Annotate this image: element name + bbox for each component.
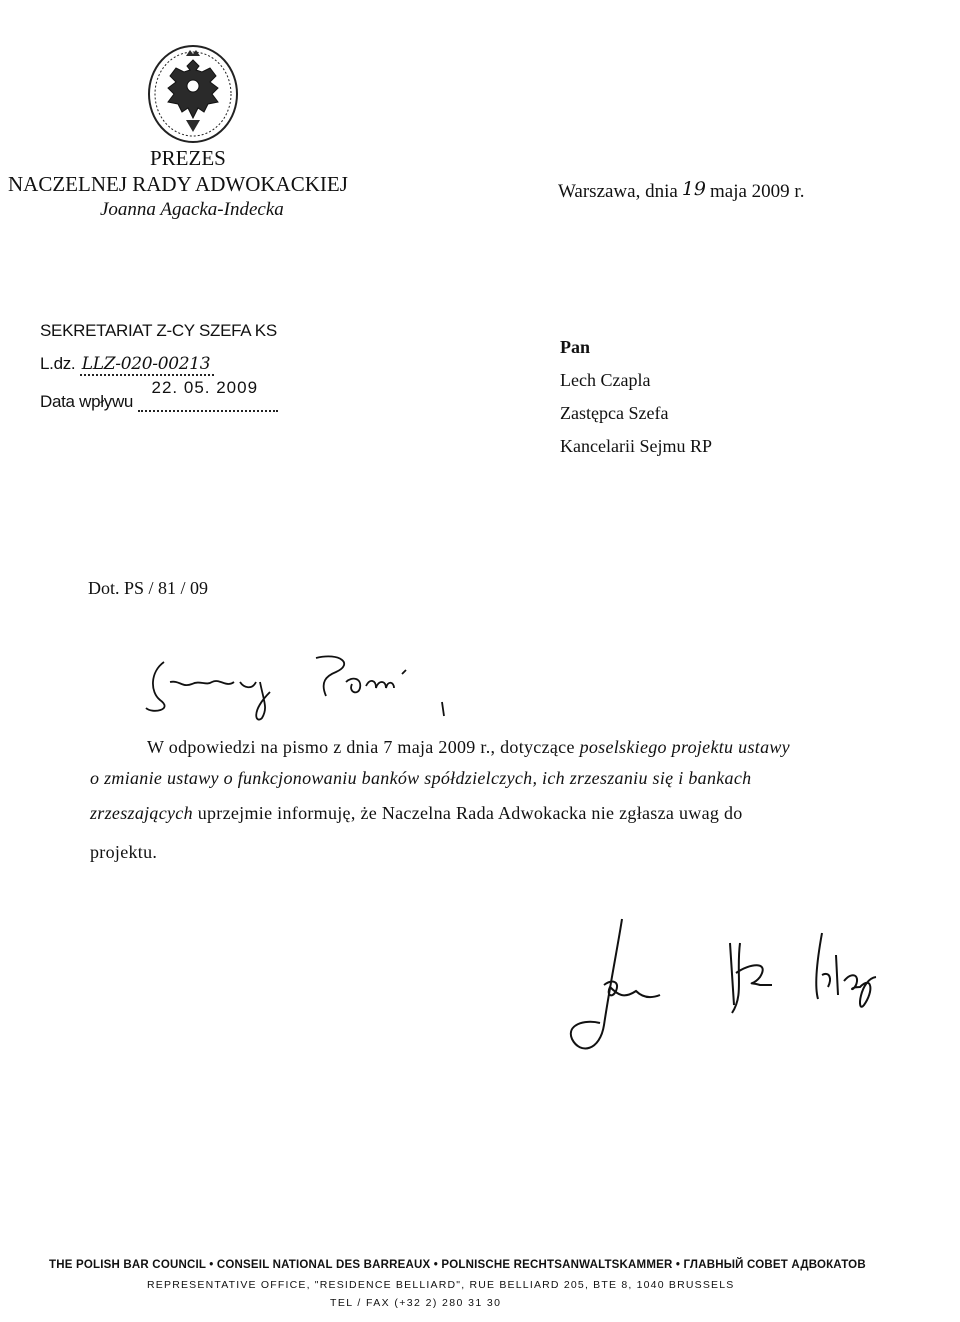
stamp-received-row (40, 378, 278, 412)
letterhead-person: Joanna Agacka-Indecka (100, 199, 284, 220)
footer-office-address: REPRESENTATIVE OFFICE, "RESIDENCE BELLIARD", RUE BELLIARD 205, BTE 8, 1040 BRUSSELS (147, 1279, 735, 1291)
footer-council-names: THE POLISH BAR COUNCIL • CONSEIL NATIONAL DES BARREAUX • POLNISCHE RECHTSANWALTSKAMMER • ГЛАВНЫЙ СОВЕТ АДВОКАТОВ (49, 1259, 866, 1271)
date-suffix: maja 2009 r. (710, 181, 805, 202)
stamp-received-value: 22. 05. 2009 (151, 378, 259, 397)
recipient-name: Lech Czapla (560, 370, 651, 390)
date-day-handwritten: 19 (681, 178, 706, 200)
stamp-ldz-value: LLZ-020-00213 (80, 354, 215, 376)
letterhead-title: PREZES (150, 146, 226, 170)
stamp-ldz-label: L.dz. (40, 354, 76, 373)
stamp-received-label: Data wpływu (40, 392, 134, 411)
stamp-secretariat: SEKRETARIAT Z-CY SZEFA KS (40, 321, 277, 340)
handwritten-greeting (140, 652, 460, 722)
recipient-position: Zastępca Szefa (560, 403, 669, 423)
handwritten-signature (560, 915, 900, 1065)
body-line-2: o zmianie ustawy o funkcjonowaniu banków spółdzielczych, ich zrzeszaniu się i bankach (90, 768, 752, 788)
date-line (558, 180, 804, 203)
recipient-salutation: Pan (560, 337, 591, 357)
date-prefix: Warszawa, dnia (558, 181, 678, 202)
body-line-4: projektu. (90, 842, 158, 862)
recipient-office: Kancelarii Sejmu RP (560, 436, 712, 456)
eagle-emblem-icon (146, 42, 240, 144)
body-line-3: zrzeszających uprzejmie informuję, że Naczelna Rada Adwokacka nie zgłasza uwag do (90, 803, 743, 823)
reference-number: Dot. PS / 81 / 09 (88, 578, 209, 598)
stamp-ldz-row (40, 354, 214, 374)
footer-telephone: TEL / FAX (+32 2) 280 31 30 (330, 1297, 502, 1309)
letterhead-organization: NACZELNEJ RADY ADWOKACKIEJ (8, 172, 348, 196)
body-line-1: W odpowiedzi na pismo z dnia 7 maja 2009 r., dotyczące poselskiego projektu ustawy (147, 737, 790, 757)
